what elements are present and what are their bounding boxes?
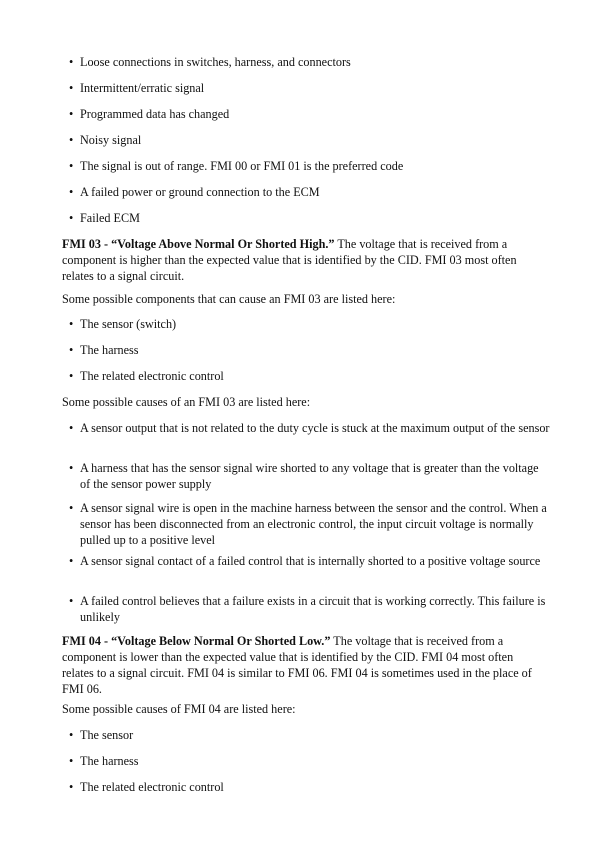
list-item	[69, 460, 550, 492]
list-item	[69, 420, 550, 436]
list-item	[69, 184, 550, 200]
fmi04-heading: FMI 04 - “Voltage Below Normal Or Shorted Low.”	[62, 634, 331, 648]
list-item	[69, 106, 550, 122]
list-item-text: Noisy signal	[80, 133, 142, 147]
list-item-text: A sensor signal wire is open in the machine harness between the sensor and the control. When a sensor has been disconnected from an electronic control, the input circuit voltage is normally pulled up to a positive level	[80, 501, 547, 547]
list-item-text: The sensor (switch)	[80, 317, 177, 331]
bullet: •	[69, 728, 74, 742]
list-item-text: The related electronic control	[80, 780, 224, 794]
list-item-text: A sensor output that is not related to the duty cycle is stuck at the maximum output of the sensor	[80, 421, 550, 435]
components-intro: Some possible components that can cause an FMI 03 are listed here:	[62, 292, 396, 306]
bullet: •	[69, 594, 74, 608]
bullet: •	[69, 780, 74, 794]
bullet: •	[69, 754, 74, 768]
list-item-text: Intermittent/erratic signal	[80, 81, 205, 95]
list-item-text: Programmed data has changed	[80, 107, 230, 121]
list-item	[69, 80, 550, 96]
list-item	[69, 727, 550, 743]
bullet: •	[69, 501, 74, 515]
bullet: •	[69, 55, 74, 69]
bullet: •	[69, 211, 74, 225]
list-item	[69, 342, 550, 358]
list-item-text: Loose connections in switches, harness, and connectors	[80, 55, 351, 69]
bullet: •	[69, 343, 74, 357]
causes03-intro: Some possible causes of an FMI 03 are listed here:	[62, 395, 311, 409]
list-item-text: The harness	[80, 754, 139, 768]
fmi03-heading: FMI 03 - “Voltage Above Normal Or Shorted High.”	[62, 237, 335, 251]
list-item-text: The related electronic control	[80, 369, 224, 383]
list-item-text: Failed ECM	[80, 211, 140, 225]
causes04-intro: Some possible causes of FMI 04 are listed here:	[62, 702, 296, 716]
list-item	[69, 500, 550, 548]
fmi03-body: The voltage that is received from a component is higher than the expected value that is identified by the CID. FMI 03 most often relates to a signal circuit.	[62, 237, 517, 283]
list-item	[69, 316, 550, 332]
bullet: •	[69, 461, 74, 475]
bullet: •	[69, 421, 74, 435]
list-item	[69, 210, 550, 226]
list-item	[69, 753, 550, 769]
bullet: •	[69, 81, 74, 95]
bullet: •	[69, 159, 74, 173]
list-item-text: The sensor	[80, 728, 134, 742]
bullet: •	[69, 317, 74, 331]
list-item	[69, 132, 550, 148]
list-item	[69, 593, 550, 625]
bullet: •	[69, 554, 74, 568]
list-item-text: A failed power or ground connection to the ECM	[80, 185, 320, 199]
bullet: •	[69, 185, 74, 199]
list-item	[69, 54, 550, 70]
list-item-text: The signal is out of range. FMI 00 or FMI 01 is the preferred code	[80, 159, 404, 173]
bullet: •	[69, 369, 74, 383]
fmi03-paragraph	[62, 236, 548, 284]
list-item	[69, 553, 550, 569]
list-item	[69, 779, 550, 795]
fmi04-paragraph	[62, 633, 548, 697]
list-item-text: A failed control believes that a failure exists in a circuit that is working correctly. This failure is unlikely	[80, 594, 546, 624]
list-item-text: A harness that has the sensor signal wire shorted to any voltage that is greater than the voltage of the sensor power supply	[80, 461, 539, 491]
fmi04-body: The voltage that is received from a component is lower than the expected value that is identified by the CID. FMI 04 most often relates to a signal circuit. FMI 04 is similar to FMI 06. FMI 04 is sometimes used in the place of FMI 06.	[62, 634, 532, 696]
list-item-text: The harness	[80, 343, 139, 357]
list-item	[69, 158, 550, 174]
bullet: •	[69, 107, 74, 121]
list-item	[69, 368, 550, 384]
bullet: •	[69, 133, 74, 147]
list-item-text: A sensor signal contact of a failed control that is internally shorted to a positive voltage source	[80, 554, 541, 568]
